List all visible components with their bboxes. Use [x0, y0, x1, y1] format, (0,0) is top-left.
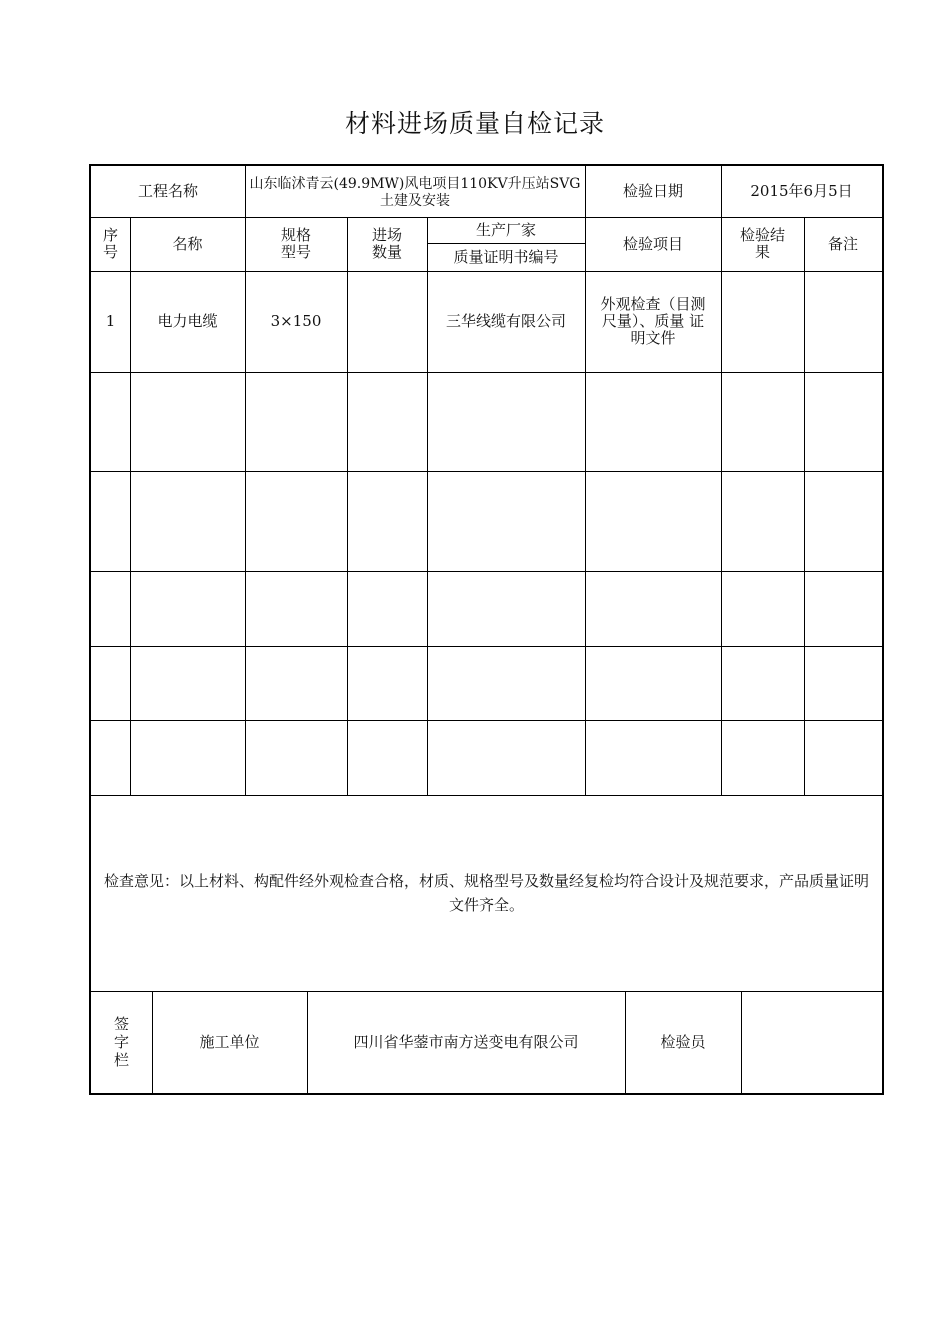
signature-section-label-text: 签字栏 — [113, 1015, 129, 1069]
column-header-manufacturer: 生产厂家 — [475, 220, 536, 239]
column-header-quantity: 进场数量 — [371, 226, 402, 261]
table-row-1-quantity — [347, 271, 427, 372]
column-header-inspection-item: 检验项目 — [622, 234, 683, 253]
column-header-certificate-number: 质量证明书编号 — [453, 247, 559, 266]
table-row-1-seq: 1 — [105, 312, 116, 330]
inspection-date-value: 2015年6月5日 — [750, 182, 853, 200]
signature-section-label — [91, 991, 152, 1093]
column-header-spec: 规格型号 — [280, 226, 311, 261]
table-row-1-spec: 3×150 — [270, 312, 322, 330]
construction-unit-label: 施工单位 — [199, 1032, 260, 1051]
project-name-value: 山东临沭青云(49.9MW)风电项目110KV升压站SVG土建及安装 — [249, 175, 581, 209]
column-header-name: 名称 — [172, 234, 203, 253]
column-header-result: 检验结果 — [739, 226, 785, 261]
table-row-1-name: 电力电缆 — [157, 312, 218, 330]
project-name-label: 工程名称 — [137, 182, 198, 200]
table-row-1-result — [721, 271, 804, 372]
inspection-opinion: 检查意见：以上材料、构配件经外观检查合格，材质、规格型号及数量经复检均符合设计及规范要求，产品质量证明文件齐全。 — [103, 872, 869, 914]
table-row-1-manufacturer: 三华线缆有限公司 — [445, 312, 566, 330]
inspection-record-table — [89, 164, 884, 1095]
column-header-remark: 备注 — [827, 234, 858, 253]
page-title: 材料进场质量自检记录 — [344, 109, 605, 138]
inspector-signature — [741, 991, 882, 1093]
column-header-seq: 序号 — [102, 226, 118, 261]
inspection-date-label: 检验日期 — [622, 182, 683, 200]
table-row-1-inspection-item: 外观检查（目测尺量）、质量 证明文件 — [600, 295, 706, 347]
table-row-1-remark — [804, 271, 882, 372]
inspector-label: 检验员 — [660, 1032, 706, 1051]
construction-unit-name: 四川省华蓥市南方送变电有限公司 — [353, 1032, 579, 1051]
